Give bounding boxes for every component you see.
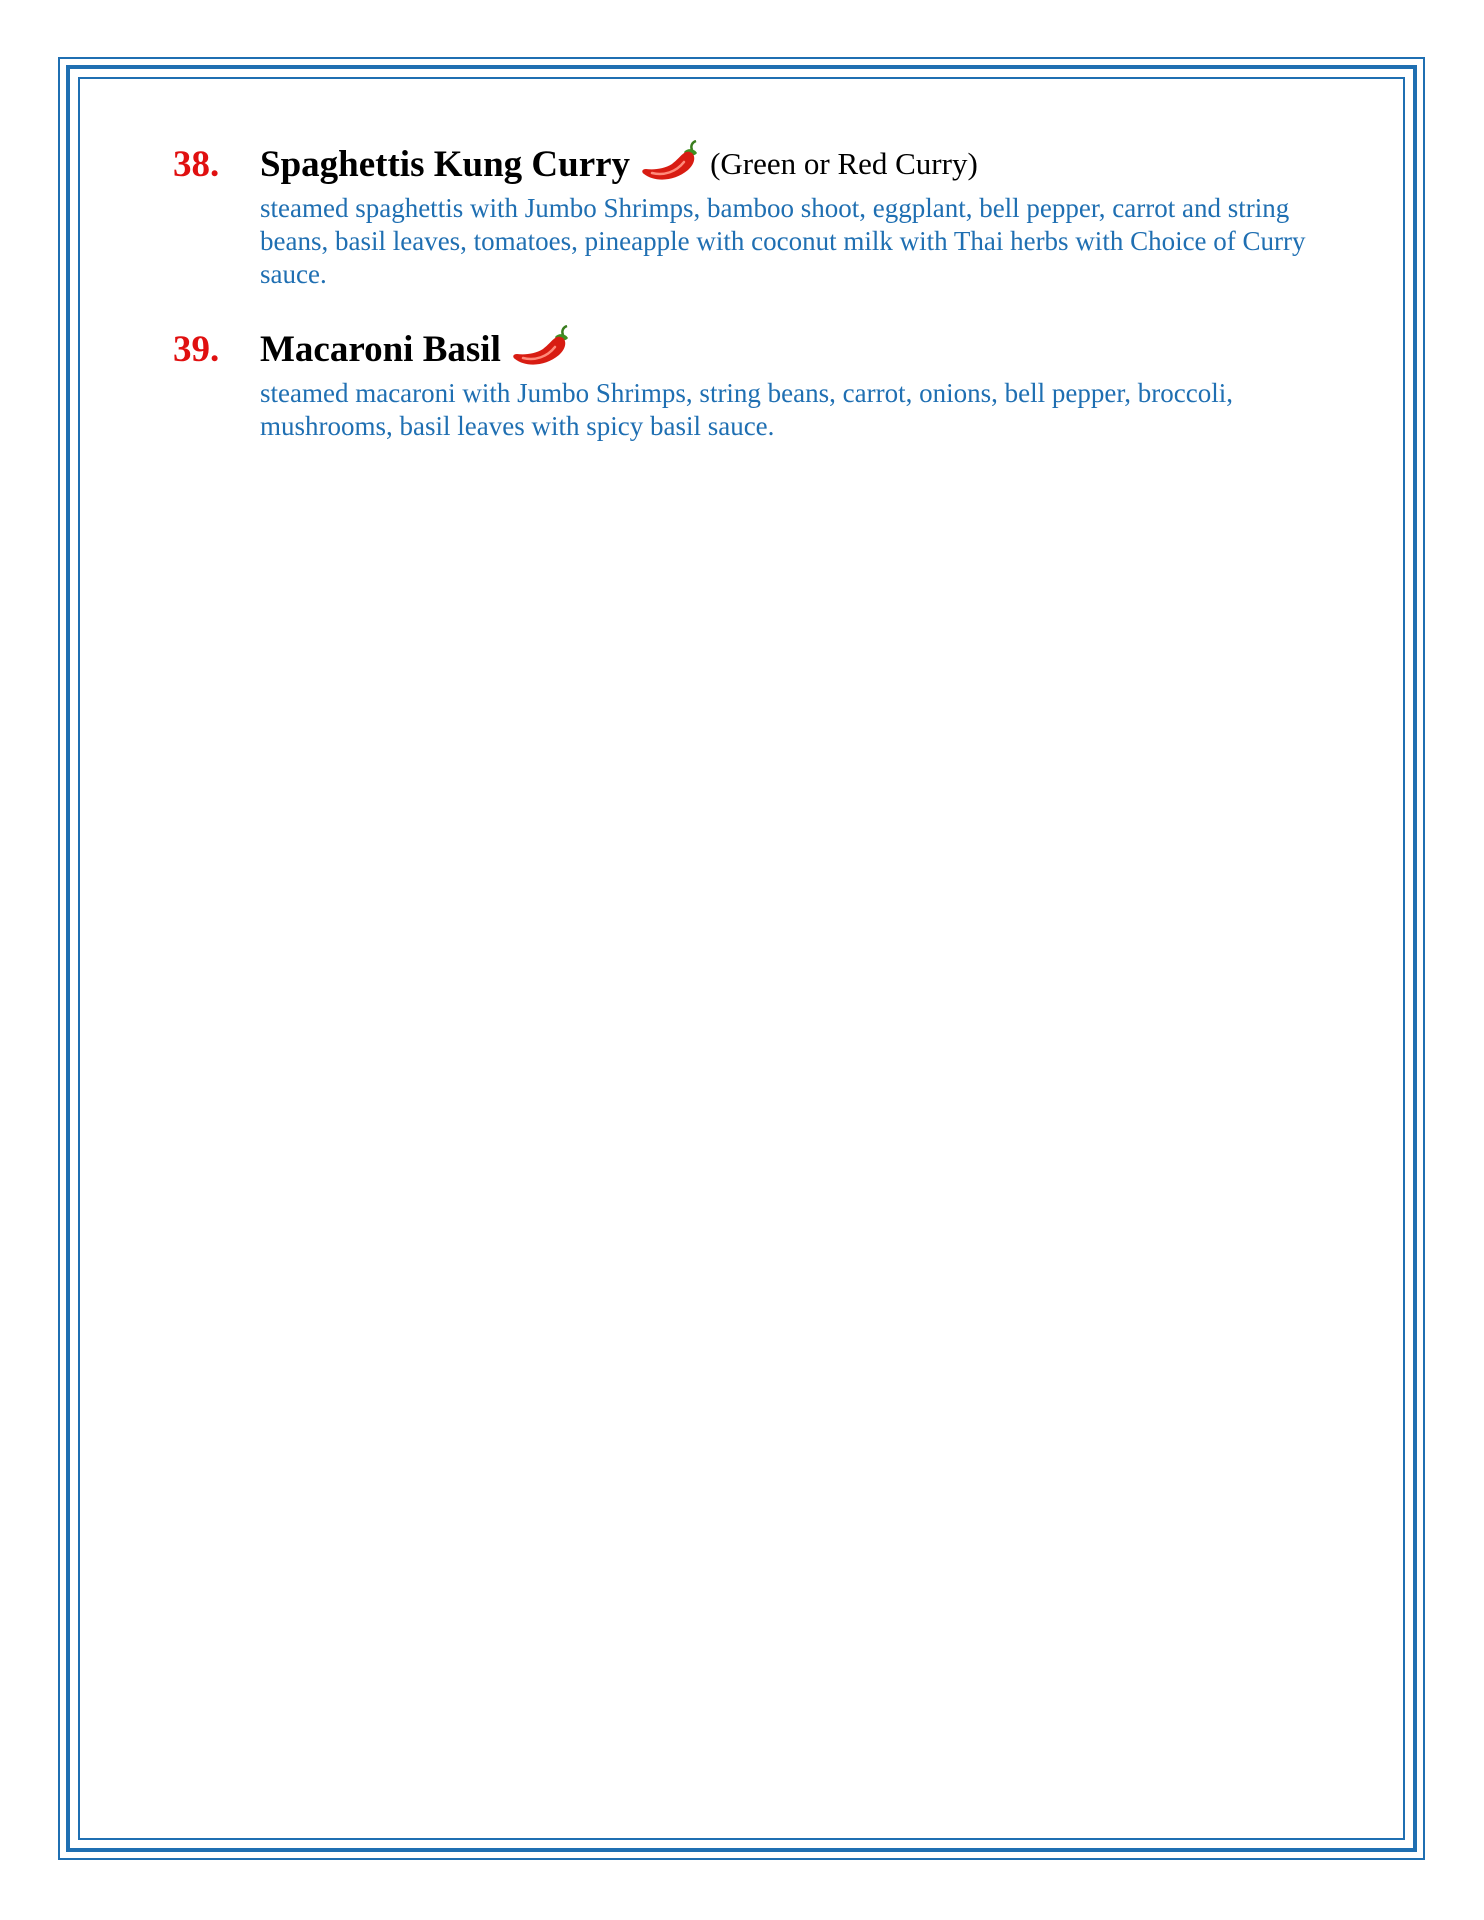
item-name: Spaghettis Kung Curry — [260, 143, 631, 185]
item-description: steamed macaroni with Jumbo Shrimps, string beans, carrot, onions, bell pepper, broccoli, mushrooms, basil leaves with spicy basil sauce. — [260, 378, 1233, 441]
chili-pepper-icon — [511, 325, 573, 373]
menu-item-header — [173, 321, 1333, 377]
item-number: 39. — [173, 328, 220, 370]
item-name: Macaroni Basil — [260, 328, 501, 370]
chili-pepper-icon — [640, 140, 702, 188]
menu-item — [173, 136, 1333, 291]
item-description: steamed spaghettis with Jumbo Shrimps, bamboo shoot, eggplant, bell pepper, carrot and string beans, basil leaves, tomatoes, pineapple with coconut milk with Thai herbs with Choice of Curry sauce. — [260, 193, 1306, 289]
menu-item-header — [173, 136, 1333, 192]
item-number: 38. — [173, 143, 220, 185]
menu-item — [173, 321, 1333, 443]
menu-list — [173, 136, 1333, 473]
item-note: (Green or Red Curry) — [710, 146, 978, 181]
